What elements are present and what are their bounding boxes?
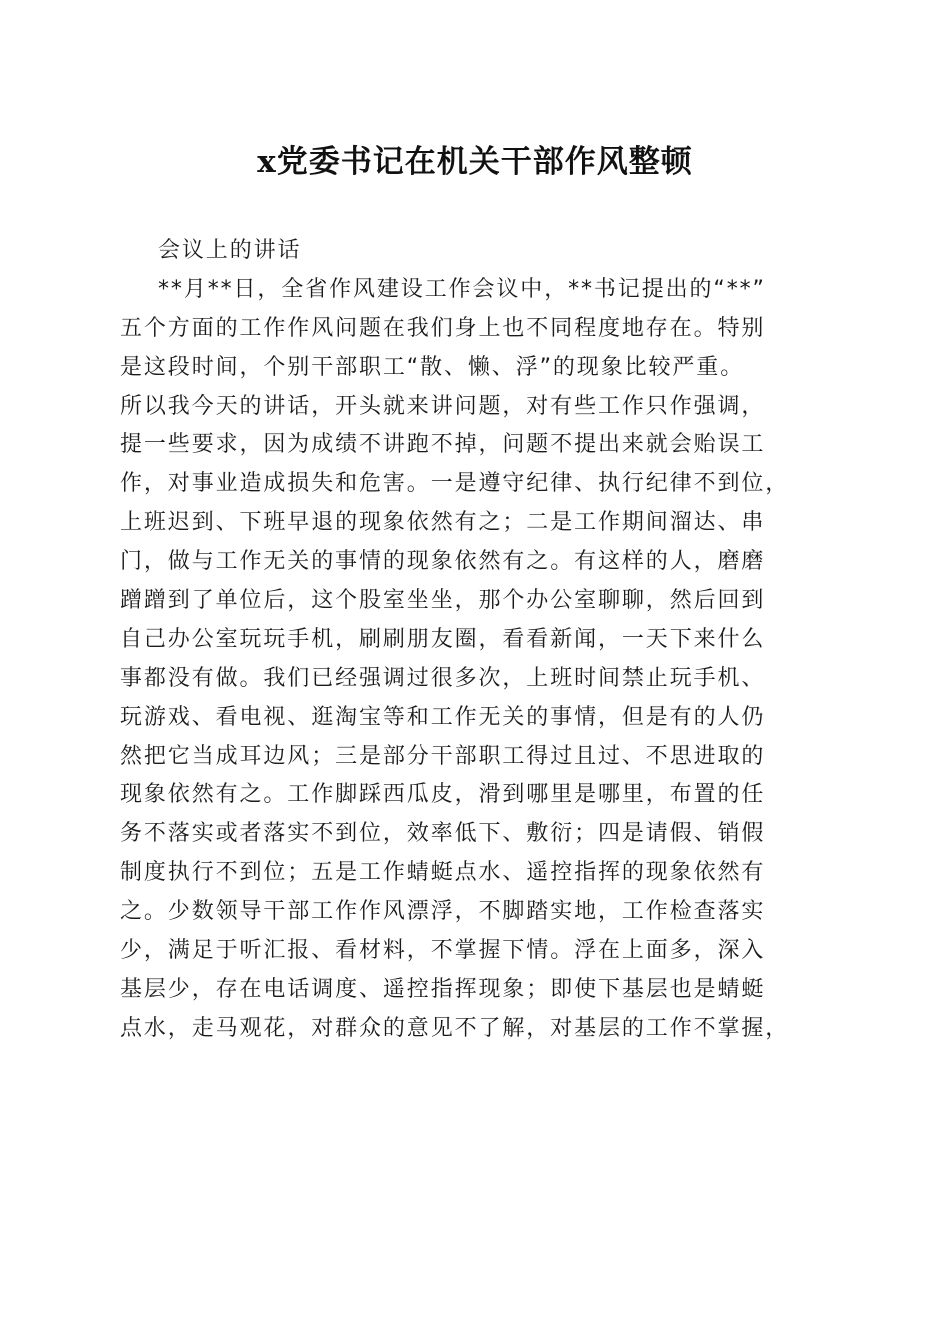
text-line: 自己办公室玩玩手机，刷刷朋友圈，看看新闻，一天下来什么 — [120, 626, 766, 652]
text-line: 提一些要求，因为成绩不讲跑不掉，问题不提出来就会贻误工 — [120, 432, 766, 458]
text-line: 现象依然有之。工作脚踩西瓜皮，滑到哪里是哪里，布置的任 — [120, 782, 766, 808]
text-line: 蹭蹭到了单位后，这个股室坐坐，那个办公室聊聊，然后回到 — [120, 588, 766, 614]
text-line: 门，做与工作无关的事情的现象依然有之。有这样的人，磨磨 — [120, 549, 766, 575]
text-line: 会议上的讲话 — [158, 238, 302, 263]
document-body — [120, 232, 840, 1049]
text-line: 务不落实或者落实不到位，效率低下、敷衍；四是请假、销假 — [120, 821, 766, 847]
text-line: 基层少，存在电话调度、遥控指挥现象；即使下基层也是蜻蜓 — [120, 976, 766, 1002]
text-line: 点水，走马观花，对群众的意见不了解，对基层的工作不掌握， — [120, 1015, 790, 1041]
text-line: 上班迟到、下班早退的现象依然有之；二是工作期间溜达、串 — [120, 510, 766, 536]
text-line: 五个方面的工作作风问题在我们身上也不同程度地存在。特别 — [120, 315, 766, 341]
text-line: **月**日，全省作风建设工作会议中，**书记提出的“**” — [158, 276, 766, 302]
text-line: 然把它当成耳边风；三是部分干部职工得过且过、不思进取的 — [120, 743, 766, 769]
text-line: 制度执行不到位；五是工作蜻蜓点水、遥控指挥的现象依然有 — [120, 860, 766, 886]
text-line: 作，对事业造成损失和危害。一是遵守纪律、执行纪律不到位， — [120, 471, 790, 497]
text-line: 所以我今天的讲话，开头就来讲问题，对有些工作只作强调， — [120, 393, 766, 419]
text-line: 少，满足于听汇报、看材料，不掌握下情。浮在上面多，深入 — [120, 938, 766, 964]
text-line: 是这段时间，个别干部职工“散、懒、浮”的现象比较严重。 — [120, 354, 745, 380]
text-line: 玩游戏、看电视、逛淘宝等和工作无关的事情，但是有的人仍 — [120, 704, 766, 730]
text-line: 事都没有做。我们已经强调过很多次，上班时间禁止玩手机、 — [120, 665, 766, 691]
document-title: x党委书记在机关干部作风整顿 — [257, 144, 693, 180]
text-line: 之。少数领导干部工作作风漂浮，不脚踏实地，工作检查落实 — [120, 899, 766, 925]
